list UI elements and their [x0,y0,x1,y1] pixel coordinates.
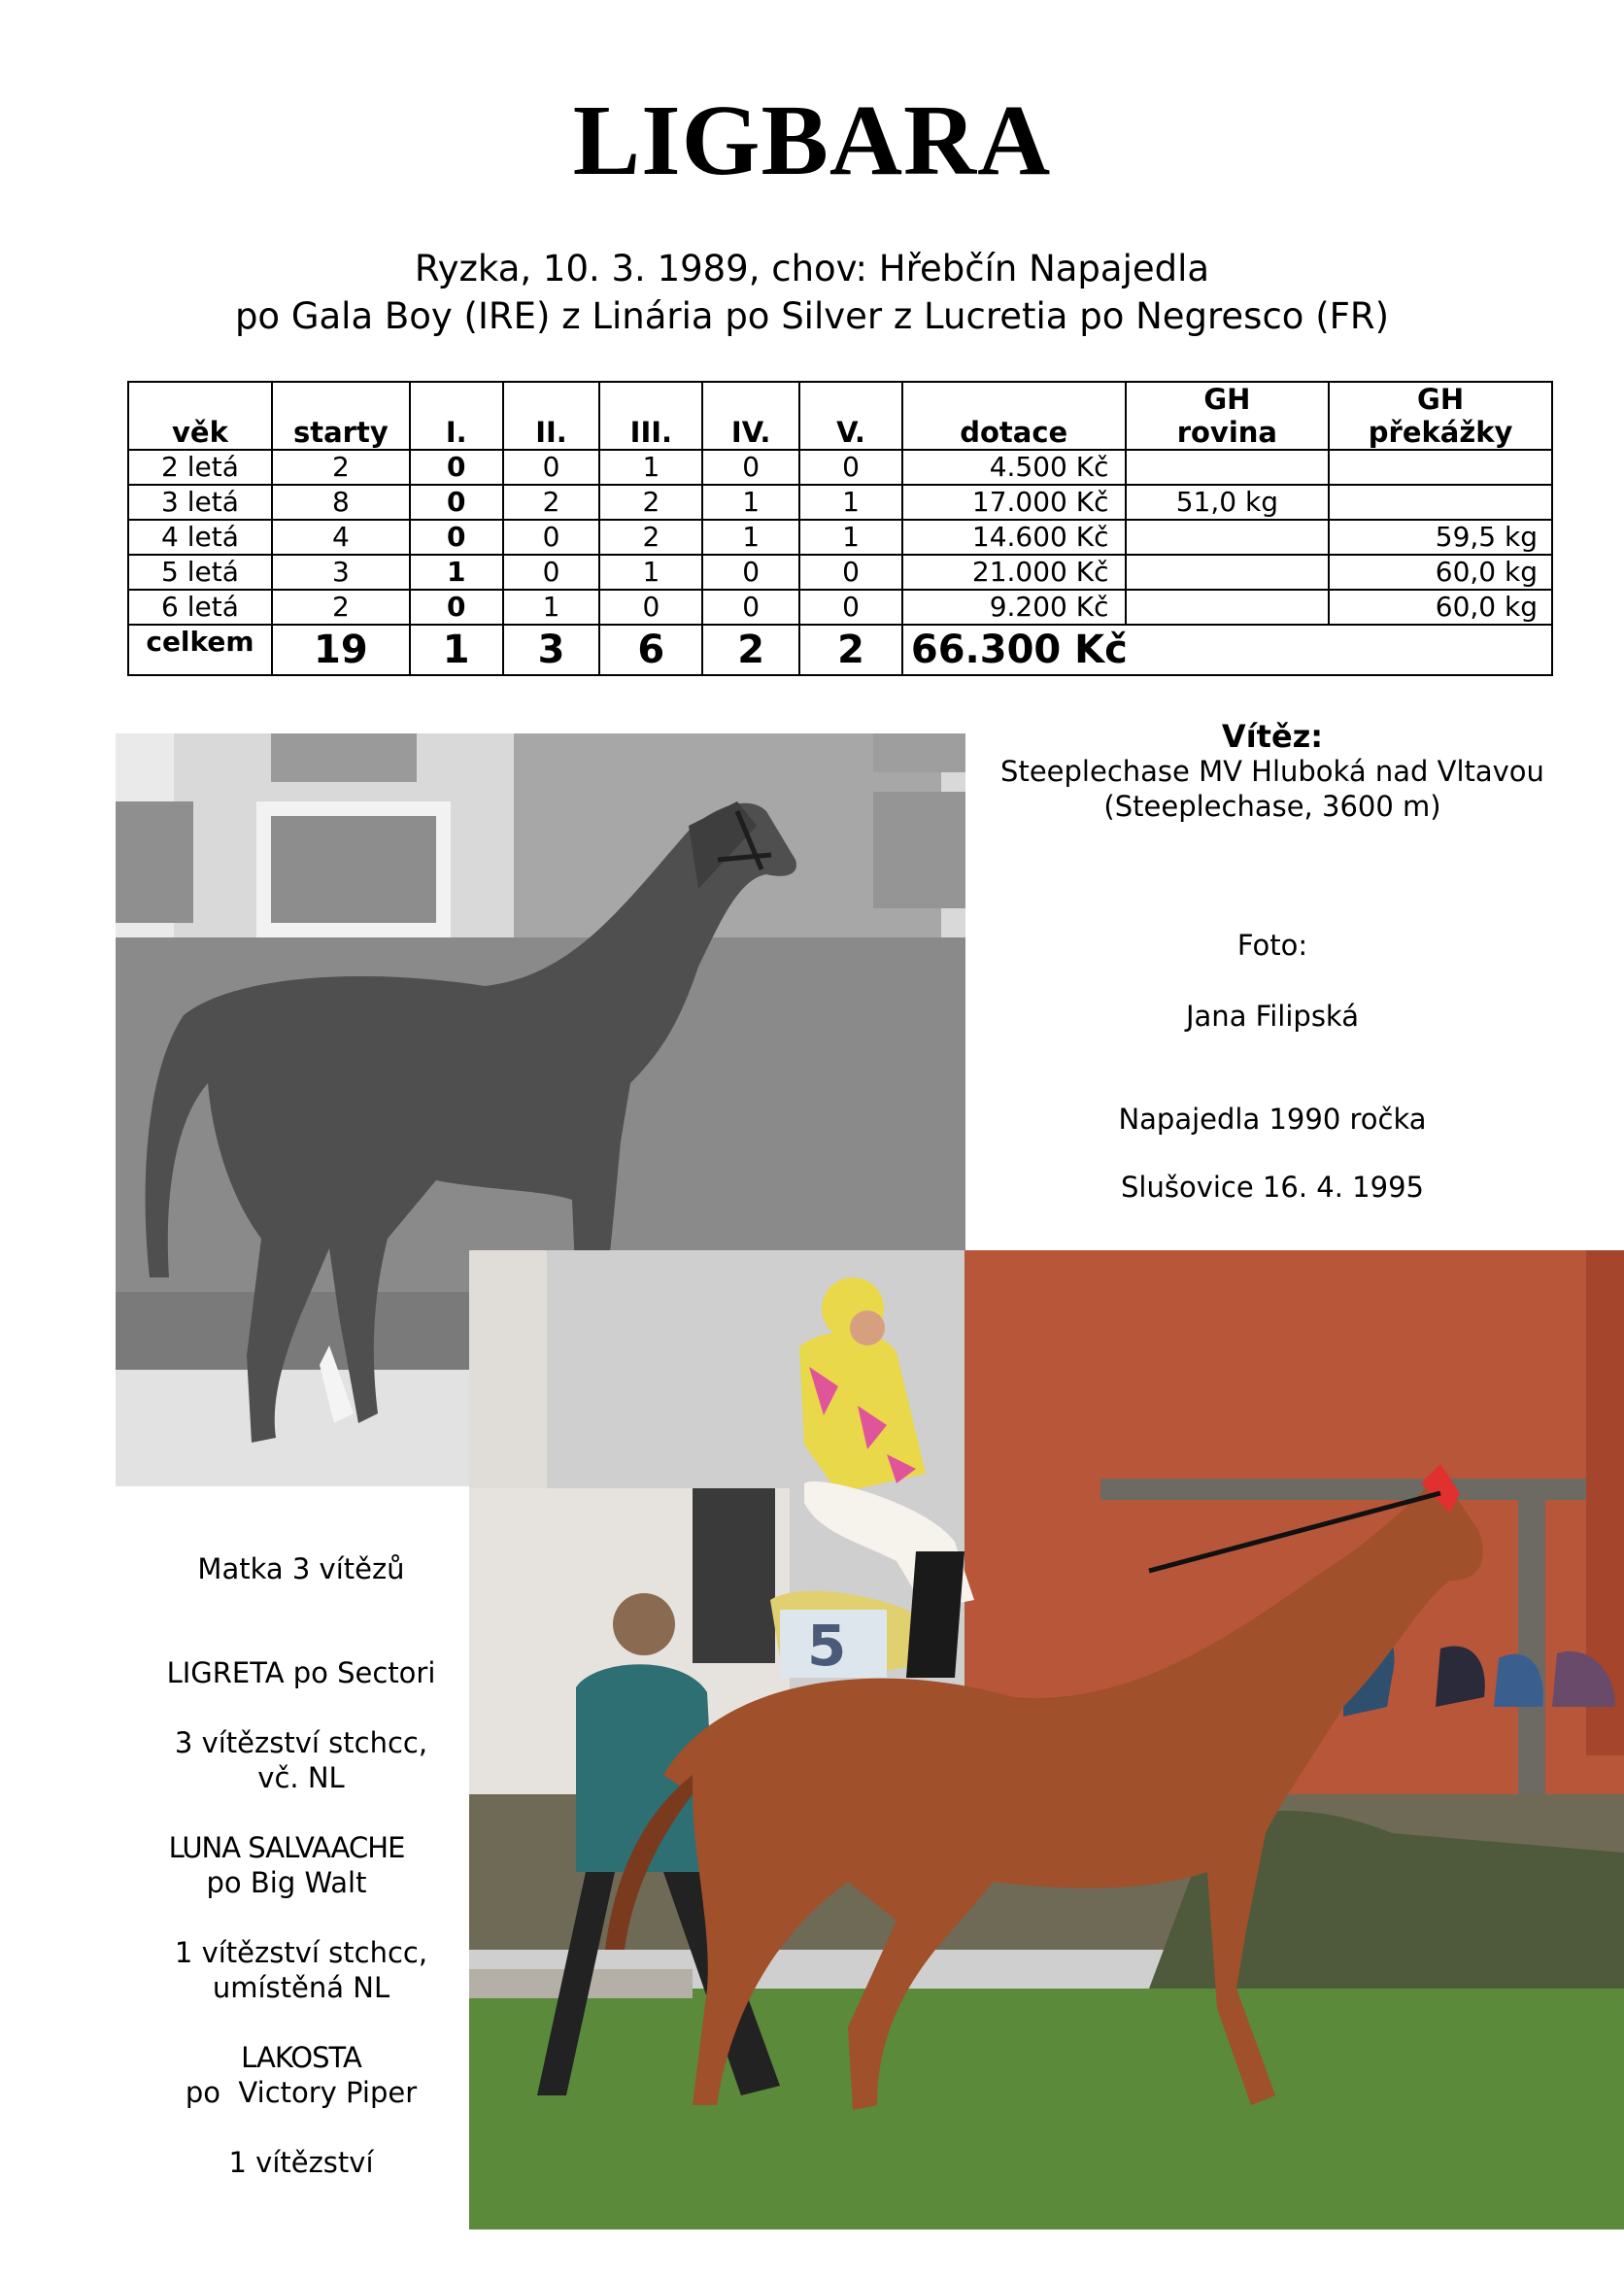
cell-second: 2 [503,485,600,520]
header-gh-flat-l2: rovina [1176,416,1277,449]
header-gh-jumps [1329,382,1552,450]
cell-starts: 2 [272,590,410,625]
cell-gh-jumps [1329,450,1552,485]
cell-second: 0 [503,555,600,590]
cell-fourth: 1 [702,520,799,555]
header-gh-jumps-l2: překážky [1368,416,1513,449]
cell-prize: 21.000 Kč [902,555,1126,590]
cell-age: 4 letá [128,520,272,555]
total-label: celkem [128,625,272,675]
cell-starts: 4 [272,520,410,555]
header-gh-jumps-l1: GH [1417,383,1465,416]
table-row [128,450,1552,485]
table-total-row [128,625,1552,675]
page-title: LIGBARA [572,85,1052,196]
foal3-sire: po Victory Piper [185,2076,418,2109]
race-record-table [127,381,1553,676]
cell-fourth: 1 [702,485,799,520]
cell-fourth: 0 [702,555,799,590]
foal2-record-l2: umístěná NL [212,1971,390,2004]
photo-credit-label: Foto: [1236,929,1308,962]
saddle-number: 5 [807,1613,847,1679]
foal2-name: LUNA SALVAACHE [168,1831,405,1864]
cell-second: 0 [503,520,600,555]
cell-fifth: 0 [799,590,902,625]
cell-first: 1 [410,555,503,590]
cell-third: 0 [599,590,702,625]
total-second: 3 [503,625,600,675]
cell-gh-jumps: 60,0 kg [1329,590,1552,625]
cell-first: 0 [410,520,503,555]
cell-age: 5 letá [128,555,272,590]
cell-first: 0 [410,590,503,625]
cell-gh-jumps [1329,485,1552,520]
cell-prize: 9.200 Kč [902,590,1126,625]
winner-heading: Vítěz: [1221,718,1324,755]
foal3-block [126,2040,476,2110]
cell-second: 0 [503,450,600,485]
cell-age: 2 letá [128,450,272,485]
cell-fourth: 0 [702,590,799,625]
cell-gh-flat [1126,450,1330,485]
header-age: věk [128,382,272,450]
table-row [128,555,1552,590]
cell-fourth: 0 [702,450,799,485]
foal3-record: 1 vítězství [228,2146,374,2179]
cell-prize: 14.600 Kč [902,520,1126,555]
cell-age: 3 letá [128,485,272,520]
total-prize: 66.300 Kč [902,625,1552,675]
foal1-record-l2: vč. NL [257,1761,345,1794]
foal2-record [126,1935,476,2005]
total-first: 1 [410,625,503,675]
cell-gh-flat: 51,0 kg [1126,485,1330,520]
winner-race: Steeplechase MV Hluboká nad Vltavou [1000,755,1544,788]
cell-fifth: 1 [799,485,902,520]
foal1-record-l1: 3 vítězství stchcc, [174,1726,428,1759]
total-fourth: 2 [702,625,799,675]
foal1-name: LIGRETA po Sectori [166,1656,436,1689]
total-third: 6 [599,625,702,675]
cell-third: 2 [599,520,702,555]
cell-age: 6 letá [128,590,272,625]
header-prize: dotace [902,382,1126,450]
total-starts: 19 [272,625,410,675]
header-third: III. [599,382,702,450]
header-gh-flat-l1: GH [1203,383,1251,416]
cell-fifth: 1 [799,520,902,555]
dam-heading: Matka 3 vítězů [197,1552,405,1585]
header-first: I. [410,382,503,450]
photo-caption-yearling: Napajedla 1990 ročka [1118,1103,1427,1136]
photo-caption-race: Slušovice 16. 4. 1995 [1121,1171,1424,1204]
table-header-row [128,382,1552,450]
cell-first: 0 [410,450,503,485]
photo-credit-name: Jana Filipská [1185,1000,1359,1033]
cell-third: 1 [599,555,702,590]
header-fourth: IV. [702,382,799,450]
cell-starts: 3 [272,555,410,590]
header-starts: starty [272,382,410,450]
cell-second: 1 [503,590,600,625]
cell-gh-flat [1126,520,1330,555]
winner-detail: (Steeplechase, 3600 m) [1103,790,1441,823]
horse-info-line: Ryzka, 10. 3. 1989, chov: Hřebčín Napajedla [414,248,1210,289]
cell-first: 0 [410,485,503,520]
foal3-name: LAKOSTA [241,2041,361,2074]
cell-starts: 8 [272,485,410,520]
cell-gh-jumps: 59,5 kg [1329,520,1552,555]
cell-starts: 2 [272,450,410,485]
table-row [128,590,1552,625]
header-gh-flat [1126,382,1330,450]
header-fifth: V. [799,382,902,450]
foal2-record-l1: 1 vítězství stchcc, [174,1936,428,1969]
cell-prize: 17.000 Kč [902,485,1126,520]
header-second: II. [503,382,600,450]
pedigree-line: po Gala Boy (IRE) z Linária po Silver z Lucretia po Negresco (FR) [234,295,1390,337]
cell-third: 2 [599,485,702,520]
foal1-record [126,1725,476,1795]
cell-gh-flat [1126,590,1330,625]
race-photo [469,1250,1624,2229]
table-row [128,520,1552,555]
winner-block [971,719,1573,824]
total-fifth: 2 [799,625,902,675]
cell-fifth: 0 [799,450,902,485]
cell-gh-flat [1126,555,1330,590]
cell-gh-jumps: 60,0 kg [1329,555,1552,590]
cell-prize: 4.500 Kč [902,450,1126,485]
cell-fifth: 0 [799,555,902,590]
foal2-sire: po Big Walt [206,1866,367,1899]
table-row [128,485,1552,520]
foal2-block [107,1830,466,1900]
cell-third: 1 [599,450,702,485]
